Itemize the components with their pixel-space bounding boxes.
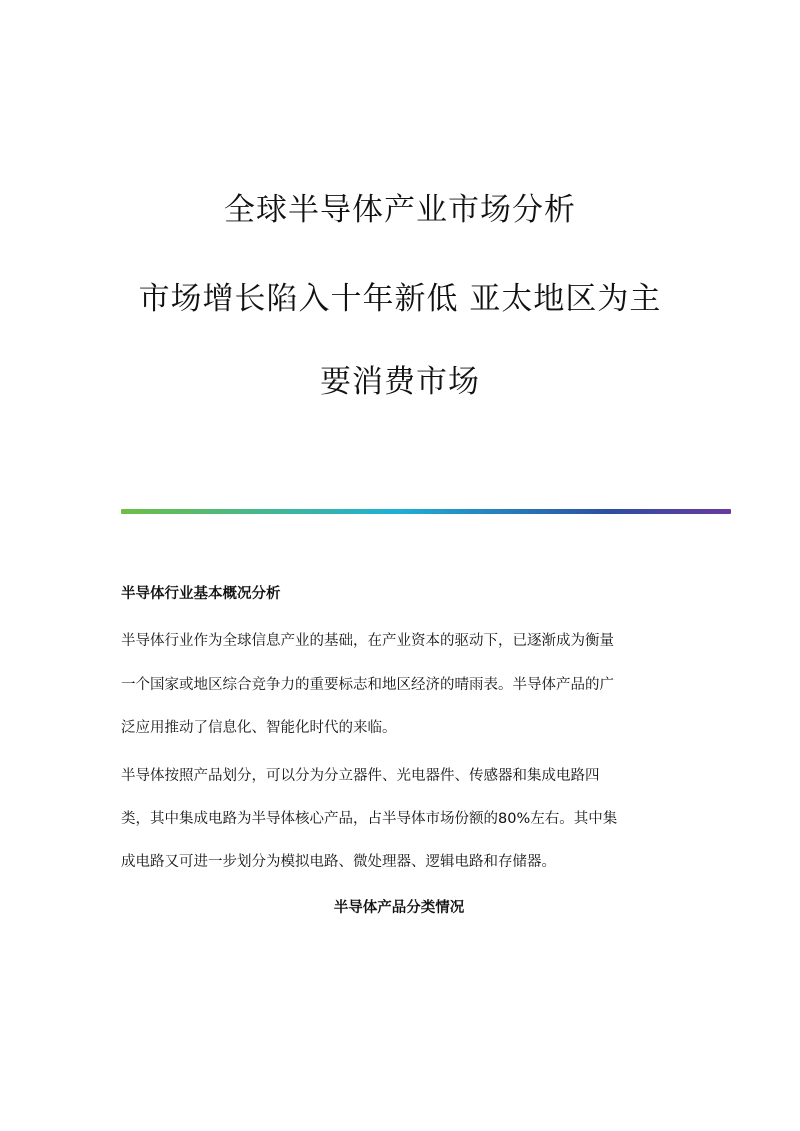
title-line-1: 全球半导体产业市场分析 xyxy=(224,192,576,228)
paragraph-line: 一个国家或地区综合竞争力的重要标志和地区经济的晴雨表。半导体产品的广 xyxy=(121,677,614,693)
figure-caption: 半导体产品分类情况 xyxy=(333,900,465,916)
paragraph-line: 半导体按照产品划分，可以分为分立器件、光电器件、传感器和集成电路四 xyxy=(121,768,600,784)
title-line-2: 市场增长陷入十年新低 亚太地区为主 xyxy=(138,281,662,317)
gradient-divider xyxy=(121,509,731,514)
paragraph-line: 类，其中集成电路为半导体核心产品，占半导体市场份额的80%左右。其中集 xyxy=(121,811,618,827)
paragraph-line: 半导体行业作为全球信息产业的基础，在产业资本的驱动下，已逐渐成为衡量 xyxy=(121,633,614,649)
section-heading: 半导体行业基本概况分析 xyxy=(121,586,281,602)
paragraph-line: 成电路又可进一步划分为模拟电路、微处理器、逻辑电路和存储器。 xyxy=(121,854,556,870)
paragraph-line: 泛应用推动了信息化、智能化时代的来临。 xyxy=(121,720,397,736)
title-line-3: 要消费市场 xyxy=(320,364,480,400)
